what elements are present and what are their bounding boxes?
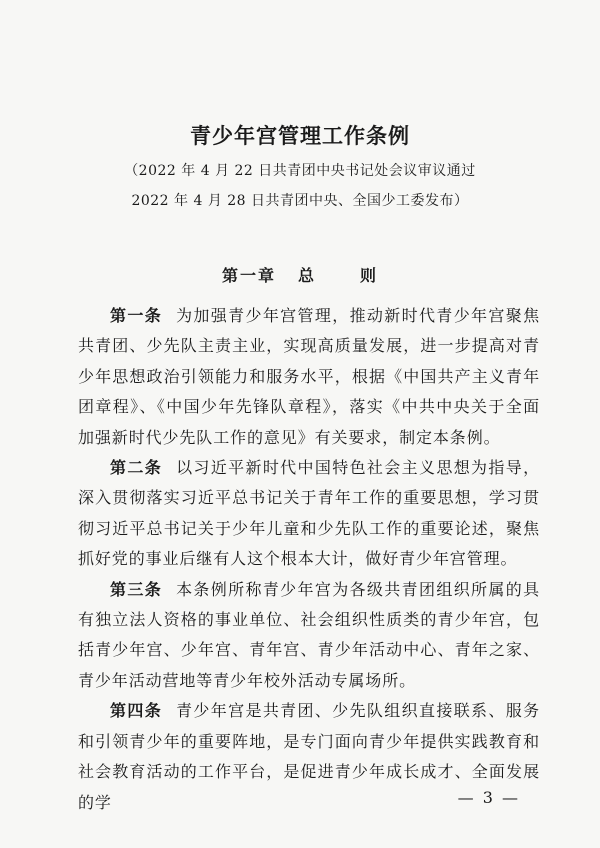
article-text: 青少年宫是共青团、少先队组织直接联系、服务和引领青少年的重要阵地，是专门面向青少年提供实践教育和社会教育活动的工作平台，是促进青少年成长成才、全面发展的学 — [78, 701, 540, 812]
chapter-title-part1: 总 — [297, 266, 316, 285]
article-2 — [78, 453, 540, 575]
article-text: 本条例所称青少年宫为各级共青团组织所属的具有独立法人资格的事业单位、社会组织性质类的青少年宫，包括青少年宫、少年宫、青年宫、青少年活动中心、青年之家、青少年活动营地等青少年校外活动专属场所。 — [78, 579, 540, 690]
article-3 — [78, 575, 540, 697]
article-1 — [78, 301, 540, 453]
document-subtitle-line2: 2022 年 4 月 28 日共青团中央、全国少工委发布） — [131, 193, 469, 209]
document-title: 青少年宫管理工作条例 — [190, 123, 410, 148]
chapter-title-part2: 则 — [360, 266, 379, 285]
article-number: 第一条 — [110, 306, 163, 325]
chapter-number: 第一章 — [221, 266, 276, 285]
article-number: 第二条 — [110, 458, 163, 478]
document-subtitle-line1: （2022 年 4 月 22 日共青团中央书记处会议审议通过 — [124, 163, 476, 179]
document-body — [78, 301, 540, 818]
article-number: 第三条 — [110, 579, 163, 599]
article-text: 以习近平新时代中国特色社会主义思想为指导，深入贯彻落实习近平总书记关于青年工作的重要思想，学习贯彻习近平总书记关于少年儿童和少先队工作的重要论述，聚焦抓好党的事业后继有人这个根本大计，做好青少年宫管理。 — [78, 458, 540, 569]
chapter-heading — [0, 263, 600, 286]
article-text: 为加强青少年宫管理，推动新时代青少年宫聚焦共青团、少先队主责主业，实现高质量发展，进一步提高对青少年思想政治引领能力和服务水平，根据《中国共产主义青年团章程》、《中国少年先锋队章程》，落实《中共中央关于全面加强新时代少先队工作的意见》有关要求，制定本条例。 — [78, 306, 540, 447]
page-number: — 3 — — [457, 788, 520, 807]
article-number: 第四条 — [110, 701, 163, 721]
